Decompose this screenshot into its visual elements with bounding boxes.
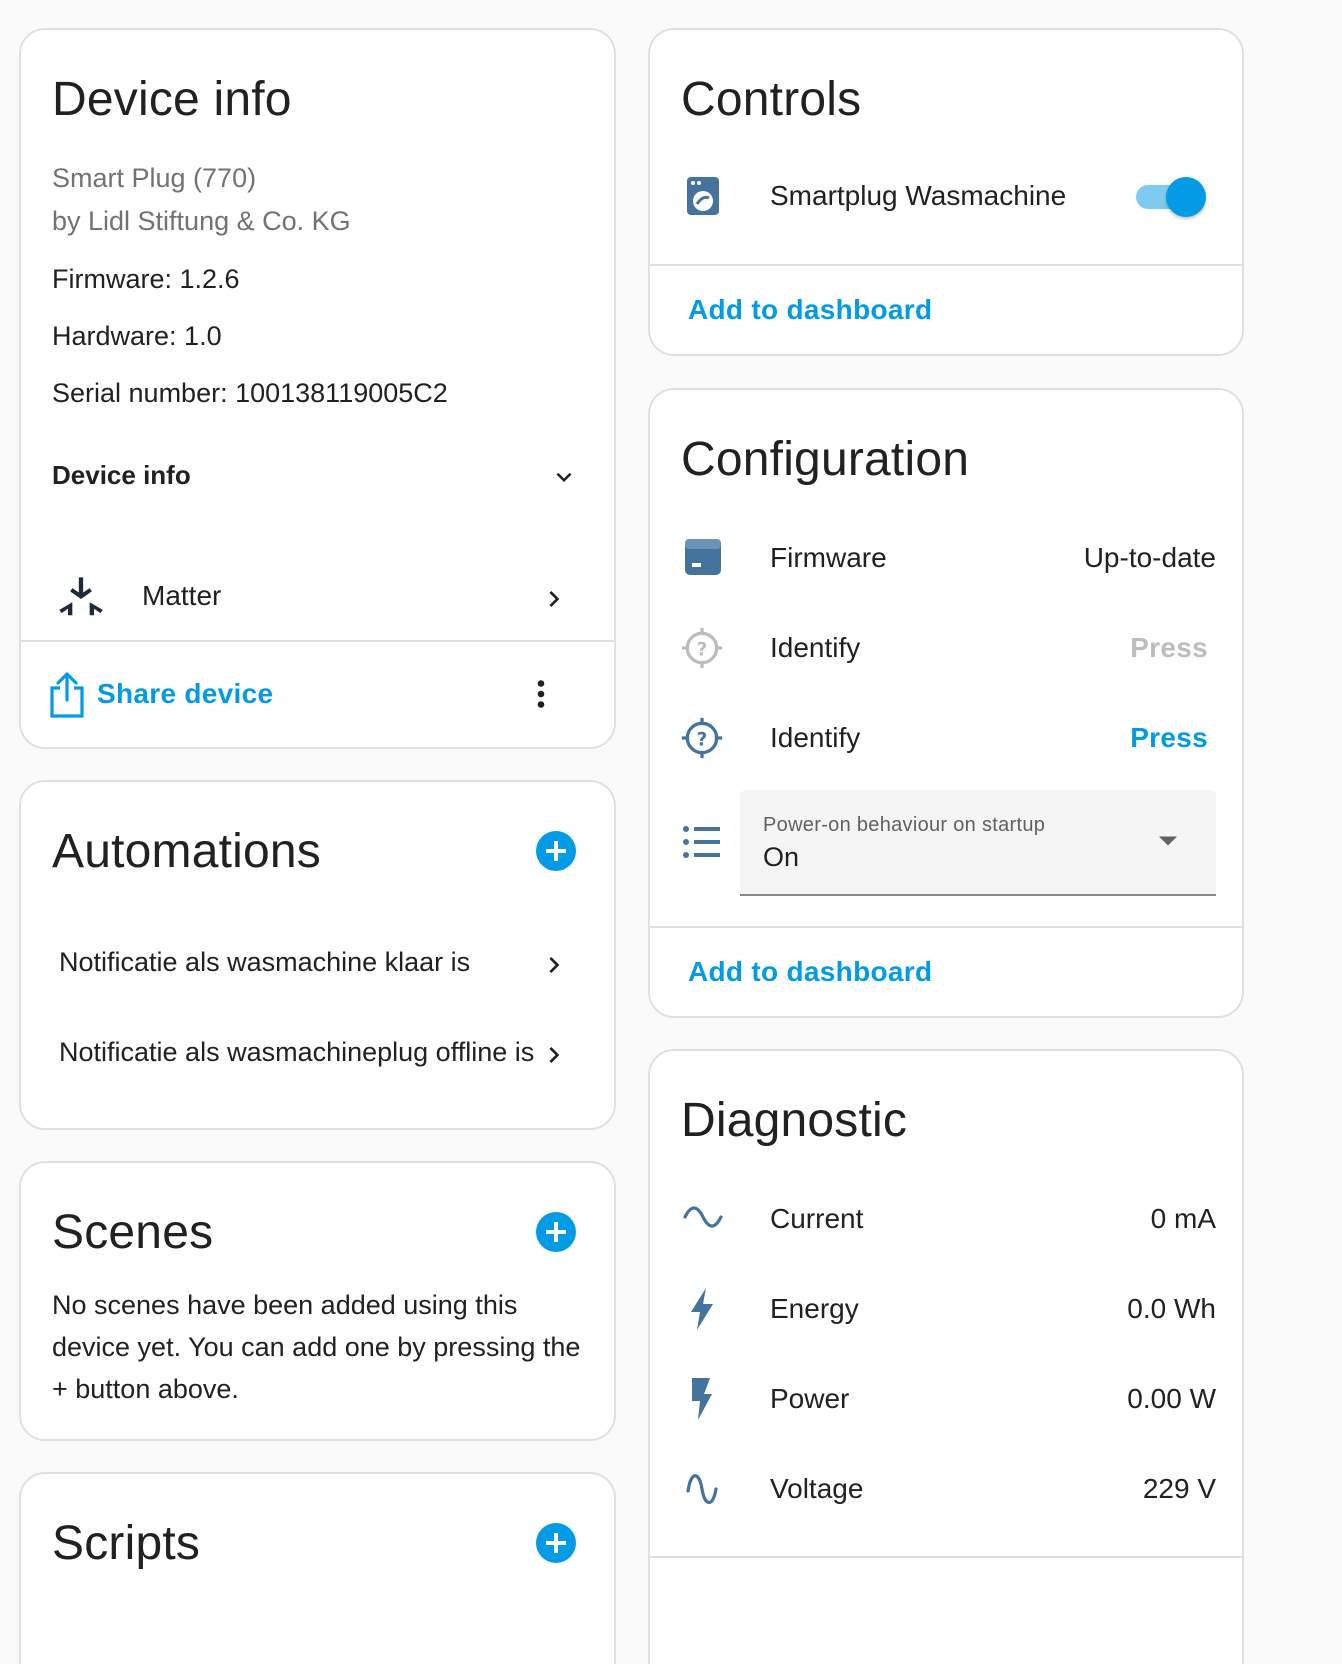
select-value: On [763, 842, 800, 872]
diagnostic-divider [650, 1556, 1242, 1558]
configuration-title: Configuration [681, 433, 970, 486]
configuration-card [648, 388, 1244, 1018]
arrow-drop-down-icon [1150, 826, 1186, 856]
firmware-value: Up-to-date [1083, 542, 1216, 573]
device-hardware: Hardware: 1.0 [52, 321, 222, 351]
diagnostic-card [648, 1049, 1244, 1664]
scenes-card [19, 1161, 616, 1441]
controls-title: Controls [681, 73, 862, 126]
configuration-add-to-dashboard-button[interactable]: Add to dashboard [688, 956, 933, 987]
share-icon [49, 672, 85, 718]
diagnostic-label: Voltage [770, 1473, 864, 1504]
matter-icon [55, 573, 107, 625]
package-icon [684, 538, 722, 576]
share-device-label: Share device [97, 678, 274, 709]
diagnostic-value: 0.0 Wh [1127, 1293, 1216, 1324]
device-info-title: Device info [52, 73, 292, 126]
device-serial: Serial number: 100138119005C2 [52, 378, 448, 408]
scripts-title: Scripts [52, 1517, 201, 1570]
diagnostic-title: Diagnostic [681, 1094, 908, 1147]
automations-card [19, 780, 616, 1130]
integration-label: Matter [142, 580, 222, 611]
add-script-button[interactable] [536, 1523, 576, 1563]
automation-item-label: Notificatie als wasmachine klaar is [59, 947, 471, 977]
washing-machine-icon [686, 176, 720, 216]
automation-item[interactable] [21, 1020, 616, 1090]
smartplug-toggle[interactable] [1136, 177, 1206, 217]
identify-row [650, 700, 1244, 776]
svg-text:?: ? [696, 729, 708, 751]
diagnostic-row-energy[interactable] [650, 1271, 1244, 1347]
sine-wave-icon [682, 1467, 724, 1511]
add-automation-button[interactable] [536, 831, 576, 871]
diagnostic-value: 229 V [1142, 1473, 1216, 1504]
identify-disabled-press-button: Press [1130, 632, 1208, 663]
diagnostic-value: 0 mA [1150, 1203, 1216, 1234]
device-info-card [19, 28, 616, 749]
chevron-down-icon [549, 462, 579, 492]
automations-title: Automations [52, 825, 322, 878]
lightning-icon [688, 1287, 716, 1331]
controls-divider [650, 264, 1242, 266]
device-firmware: Firmware: 1.2.6 [52, 264, 240, 294]
switch-label: Smartplug Wasmachine [770, 180, 1067, 211]
add-scene-button[interactable] [536, 1212, 576, 1252]
power-on-behaviour-select[interactable] [740, 790, 1216, 896]
scenes-empty-text: No scenes have been added using this device yet. You can add one by pressing the + button above. [52, 1290, 581, 1404]
firmware-label: Firmware [770, 542, 887, 573]
device-info-expander[interactable] [21, 440, 616, 510]
svg-text:?: ? [696, 639, 708, 661]
integration-row-matter[interactable] [21, 560, 616, 640]
controls-add-to-dashboard-button[interactable]: Add to dashboard [688, 294, 933, 325]
crosshairs-question-icon [680, 626, 724, 670]
diagnostic-label: Current [770, 1203, 864, 1234]
format-list-bulleted-icon [682, 824, 722, 860]
diagnostic-value: 0.00 W [1127, 1383, 1216, 1414]
automation-item-label: Notificatie als wasmachineplug offline is [59, 1037, 535, 1067]
current-ac-icon [682, 1203, 724, 1235]
identify-label: Identify [770, 722, 861, 753]
scenes-title: Scenes [52, 1206, 214, 1259]
diagnostic-row-current[interactable] [650, 1181, 1244, 1257]
chevron-right-icon [538, 583, 570, 615]
scripts-card [19, 1472, 616, 1664]
crosshairs-question-icon [680, 716, 724, 760]
select-floating-label: Power-on behaviour on startup [763, 814, 1046, 836]
device-manufacturer: by Lidl Stiftung & Co. KG [52, 206, 351, 236]
device-model: Smart Plug (770) [52, 163, 257, 193]
diagnostic-row-power[interactable] [650, 1361, 1244, 1437]
device-info-expander-label: Device info [52, 460, 191, 490]
diagnostic-row-voltage[interactable] [650, 1451, 1244, 1527]
identify-press-button[interactable]: Press [1130, 722, 1208, 753]
share-device-button[interactable] [47, 660, 287, 730]
controls-card [648, 28, 1244, 356]
device-info-divider [21, 640, 614, 642]
chevron-right-icon [538, 949, 570, 981]
diagnostic-label: Energy [770, 1293, 859, 1324]
chevron-right-icon [538, 1039, 570, 1071]
diagnostic-label: Power [770, 1383, 850, 1414]
configuration-divider [650, 926, 1242, 928]
identify-row-disabled [650, 610, 1244, 686]
more-vert-icon[interactable] [523, 676, 559, 712]
firmware-row[interactable] [650, 520, 1244, 596]
identify-disabled-label: Identify [770, 632, 861, 663]
toggle-thumb [1166, 177, 1206, 217]
flash-icon [690, 1377, 714, 1421]
automation-item[interactable] [21, 930, 616, 1000]
